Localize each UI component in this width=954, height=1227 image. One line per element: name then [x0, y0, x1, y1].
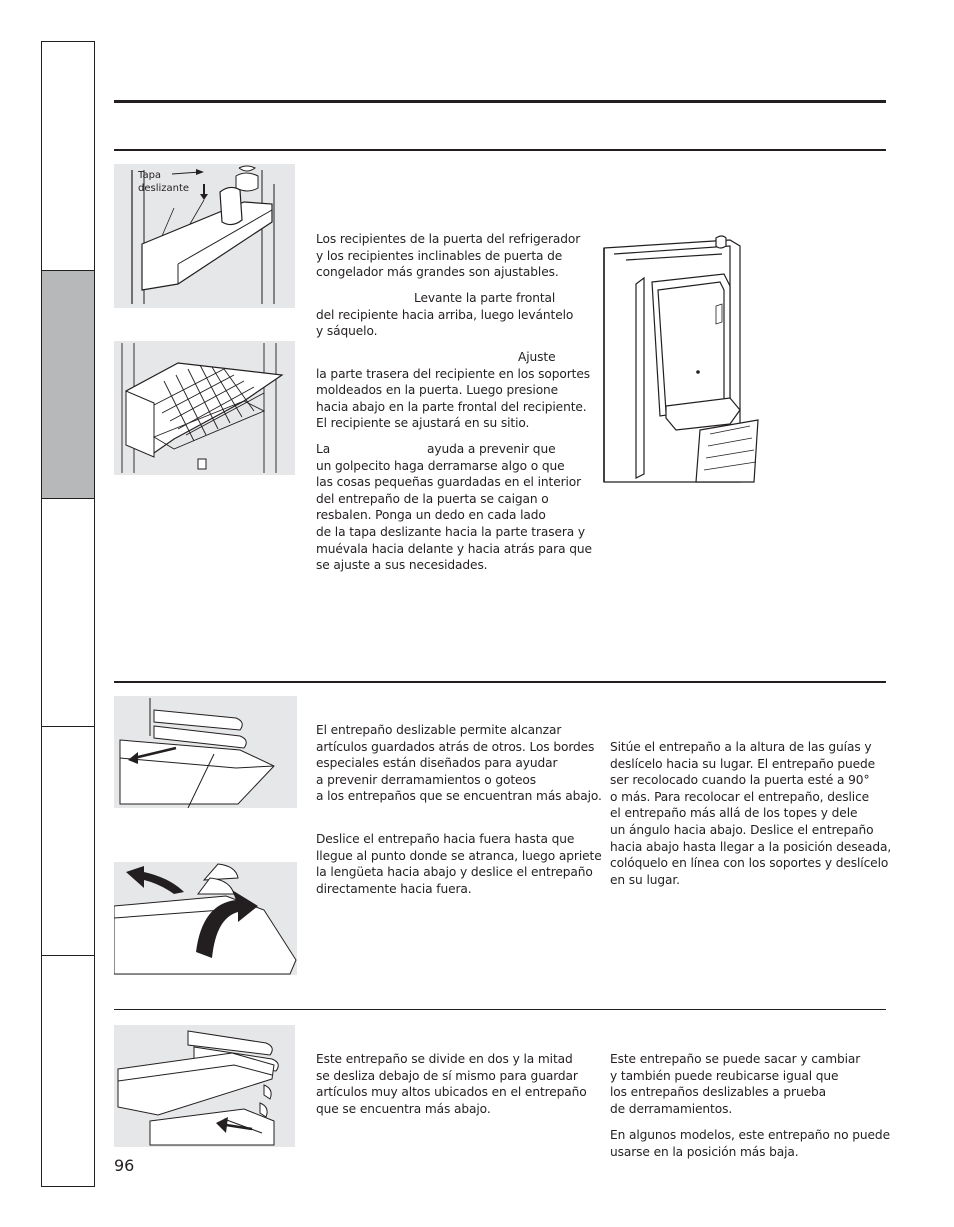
side-tab-3 — [42, 499, 94, 727]
header-rule — [114, 100, 886, 103]
door-bin-wire-basket-figure — [114, 341, 295, 475]
slide-shelf-remove: Deslice el entrepaño hacia fuera hasta que llegue al punto donde se atranca, luego apriete la lengüeta hacia abajo y deslice el entrepaño directamente hacia fuera. — [316, 832, 602, 896]
door-bins-remove: Levante la parte frontal del recipiente hacia arriba, luego levántelo y sáquelo. — [316, 291, 574, 339]
side-tab-5 — [42, 956, 94, 1186]
slide-cover-desc: ayuda a prevenir que un golpecito haga derramarse algo o que las cosas pequeñas guardadas en el interior del entrepaño de la puerta se caigan o resbalen. Ponga un dedo en cada lado de la tapa deslizante hacia la parte trasera y muévala hacia delante y hacia atrás para que se ajuste a sus necesidades. — [316, 442, 592, 573]
refrigerator-door-figure — [600, 234, 768, 484]
section-rule-slide-shelf — [114, 681, 886, 683]
slide-shelf-replace: Sitúe el entrepaño a la altura de las guías y deslícelo hacia su lugar. El entrepaño puede ser recolocado cuando la puerta esté a 90° o más. Para recolocar el entrepaño, deslice el entrepaño más allá de los topes y dele un ángulo hacia abajo. Deslice el entrepaño hacia abajo hasta llegar a la posición deseada, colóquelo en línea con los soportes y deslícelo en su lugar. — [610, 740, 892, 887]
section-rule-door-bins — [114, 149, 886, 151]
slide-shelf-remove-figure — [114, 862, 297, 975]
split-shelf-figure — [114, 1025, 295, 1147]
section-rule-split-shelf — [114, 1009, 886, 1010]
page-number: 96 — [114, 1156, 135, 1175]
split-shelf-note: En algunos modelos, este entrepaño no puede usarse en la posición más baja. — [610, 1128, 890, 1159]
slide-cover-label: Tapa deslizante — [138, 170, 190, 194]
side-tab-4 — [42, 727, 94, 956]
slide-shelf-intro: El entrepaño deslizable permite alcanzar artículos guardados atrás de otros. Los bordes especiales están diseñados para ayudar a prevenir derramamientos o goteos a los entrepaños que se encuentran más abajo. — [316, 723, 602, 804]
side-tab-1 — [42, 42, 94, 271]
split-shelf-intro: Este entrepaño se divide en dos y la mitad se desliza debajo de sí mismo para guardar artículos muy altos ubicados en el entrepaño que se encuentra más abajo. — [316, 1052, 587, 1116]
slide-cover-desc-start: La — [316, 442, 331, 456]
side-tab-2-active — [42, 271, 94, 499]
slide-shelf-edge-figure — [114, 696, 297, 808]
door-bins-intro: Los recipientes de la puerta del refrigerador y los recipientes inclinables de puerta de congelador más grandes son ajustables. — [316, 232, 581, 280]
side-tab-strip — [41, 41, 95, 1187]
door-bins-replace: Ajuste la parte trasera del recipiente en los soportes moldeados en la puerta. Luego presione hacia abajo en la parte frontal del recipiente. El recipiente se ajustará en su sitio. — [316, 350, 590, 431]
split-shelf-remove: Este entrepaño se puede sacar y cambiar y también puede reubicarse igual que los entrepaños deslizables a prueba de derramamientos. — [610, 1052, 861, 1116]
